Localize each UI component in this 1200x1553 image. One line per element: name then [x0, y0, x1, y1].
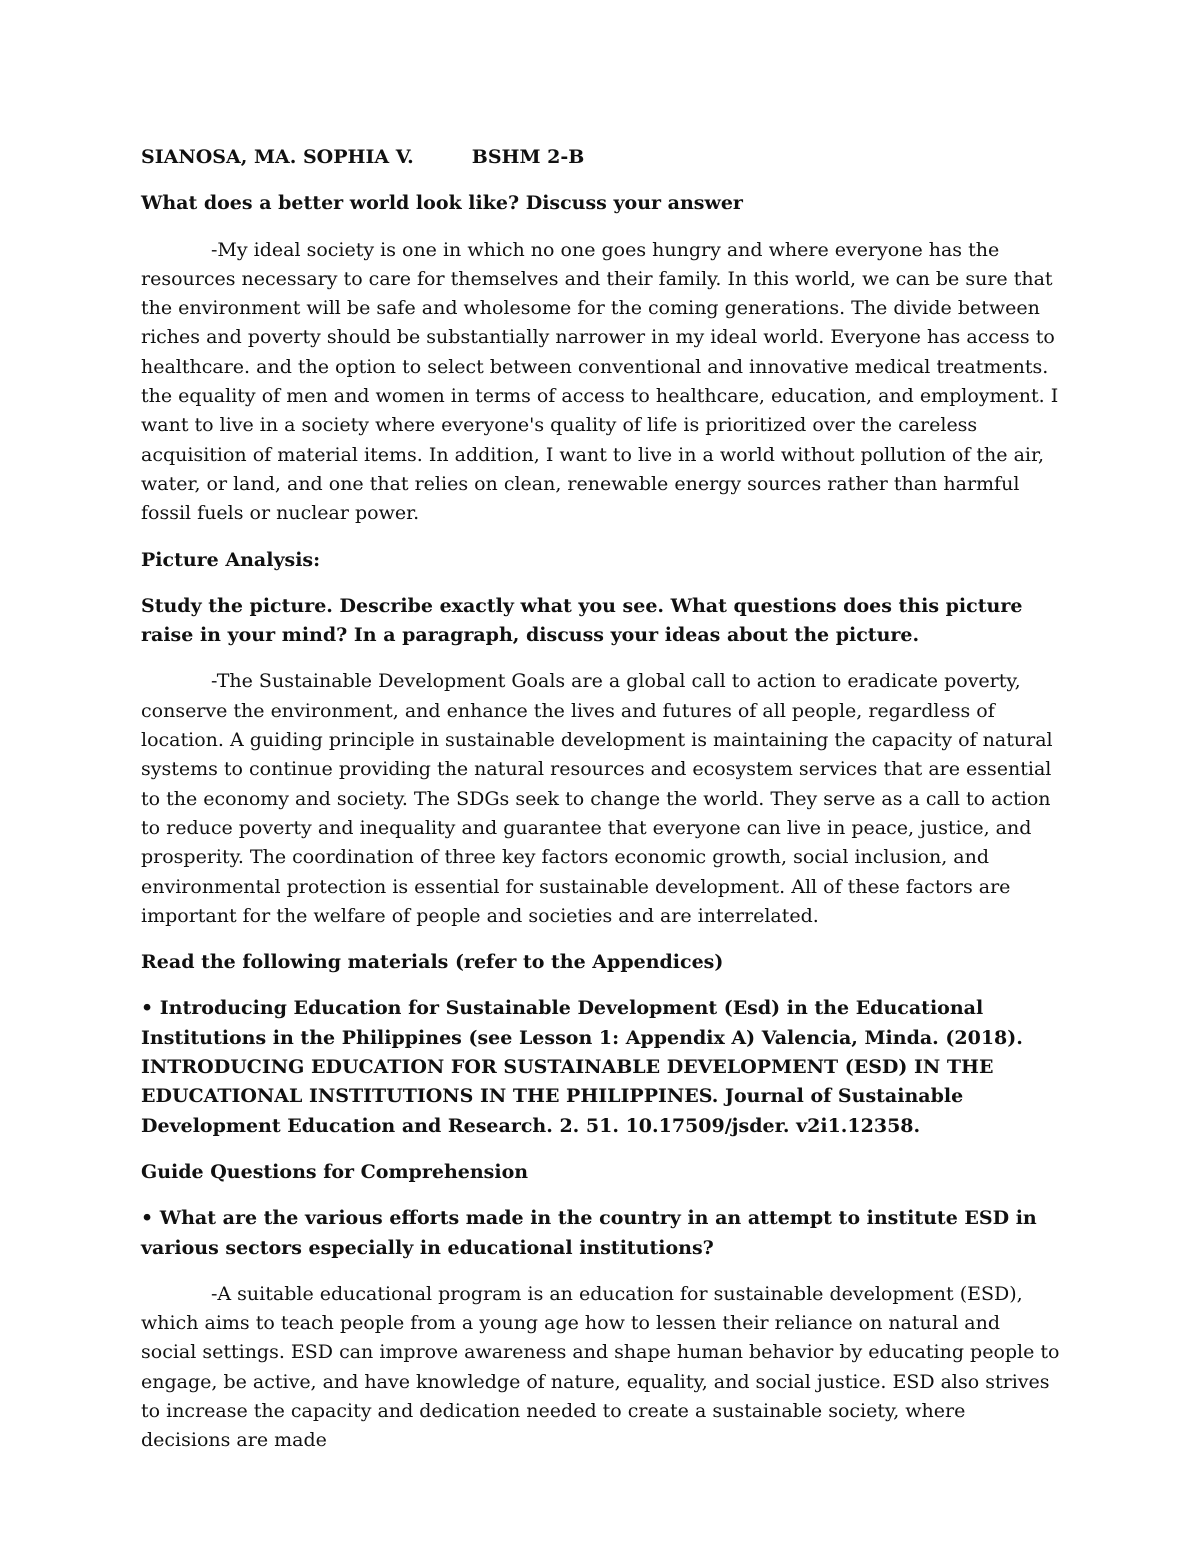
heading-picture-analysis: Picture Analysis: [141, 548, 321, 571]
bullet-icon: • [141, 997, 154, 1020]
answer-better-world: -My ideal society is one in which no one goes hungry and where everyone has the resources necessary to care for themselves and their family. In this world, we can be sure that the environment will be safe and wholesome for the coming generations. The divide between riches and poverty should be substantially narrower in my ideal world. Everyone has access to healthcare. and the option to select between conventional and innovative medical treatments. the equality of men and women in terms of access to healthcare, education, and employment. I want to live in a society where everyone's quality of life is prioritized over the careless acquisition of material items. In addition, I want to live in a world without pollution of the air, water, or land, and one that relies on clean, renewable energy sources rather than harmful fossil fuels or nuclear power. [141, 238, 1059, 525]
reference-text: Introducing Education for Sustainable Development (Esd) in the Educational Institutions in the Philippines (see Lesson 1: Appendix A) Valencia, Minda. (2018). INTRODUCING EDUCATION FOR SUSTAINABLE DEVELOPMENT (ESD) IN THE EDUCATIONAL INSTITUTIONS IN THE PHILIPPINES. Journal of Sustainable Development Education and Research. 2. 51. 10.17509/jsder. v2i1.12358. [141, 997, 1023, 1137]
heading-guide-questions: Guide Questions for Comprehension [141, 1160, 529, 1183]
guide-question-bullet [141, 1204, 1060, 1263]
student-name: SIANOSA, MA. SOPHIA V. [141, 146, 414, 168]
program-section: BSHM 2-B [471, 146, 585, 168]
heading-read-materials: Read the following materials (refer to the Appendices) [141, 951, 724, 974]
guide-question-text: What are the various efforts made in the country in an attempt to institute ESD in various sectors especially in educational institutions? [141, 1207, 1037, 1259]
bullet-icon: • [141, 1207, 154, 1230]
answer-guide-question: -A suitable educational program is an education for sustainable development (ESD), which aims to teach people from a young age how to lessen their reliance on natural and social settings. ESD can improve awareness and shape human behavior by educating people to engage, be active, and have knowledge of nature, equality, and social justice. ESD also strives to increase the capacity and dedication needed to create a sustainable society, where decisions are made [141, 1282, 1060, 1452]
question-better-world: What does a better world look like? Discuss your answer [141, 192, 743, 215]
document-header [141, 143, 1060, 172]
reference-bullet [141, 994, 1060, 1140]
prompt-picture-analysis: Study the picture. Describe exactly what you see. What questions does this picture raise in your mind? In a paragraph, discuss your ideas about the picture. [141, 594, 1023, 647]
answer-picture-analysis: -The Sustainable Development Goals are a global call to action to eradicate poverty, conserve the environment, and enhance the lives and futures of all people, regardless of location. A guiding principle in sustainable development is maintaining the capacity of natural systems to continue providing the natural resources and ecosystem services that are essential to the economy and society. The SDGs seek to change the world. They serve as a call to action to reduce poverty and inequality and guarantee that everyone can live in peace, justice, and prosperity. The coordination of three key factors economic growth, social inclusion, and environmental protection is essential for sustainable development. All of these factors are important for the welfare of people and societies and are interrelated. [141, 670, 1053, 927]
